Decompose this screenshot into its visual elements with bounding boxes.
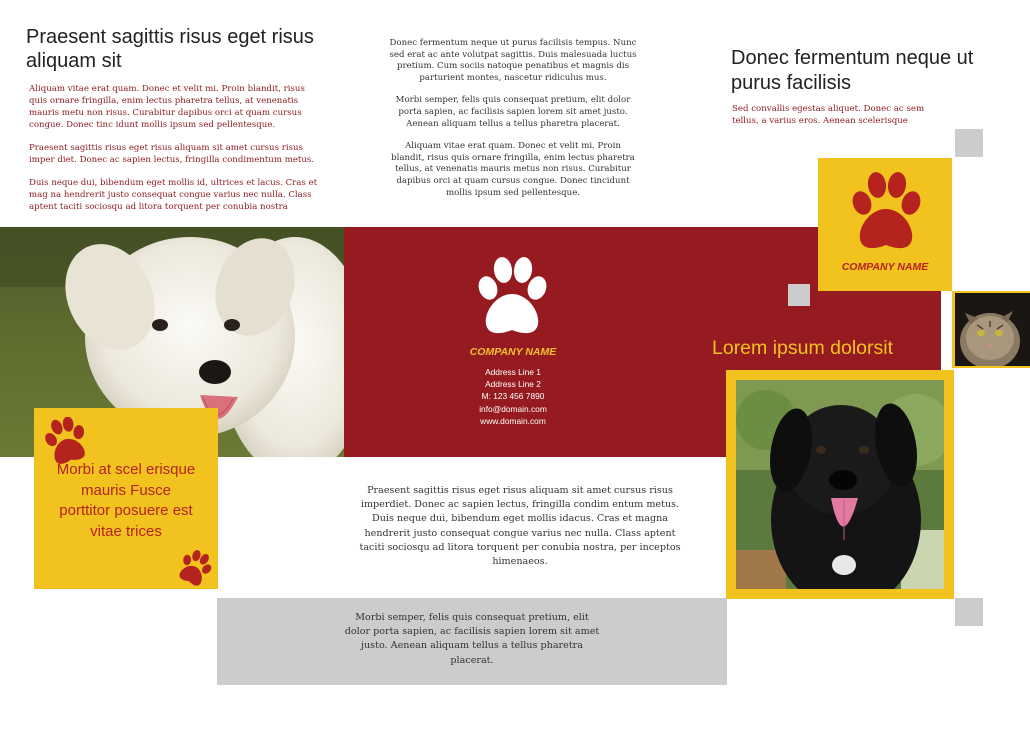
paw-icon [850,171,922,253]
middle-paragraph-2: Morbi semper, felis quis consequat pretium, elit dolor porta sapien, ac facilisis sapien lorem sit amet justo. Aenean aliquam tellus a tellus pharetra placerat. [395,95,631,129]
middle-bottom-paragraph: Praesent sagittis risus eget risus aliquam sit amet cursus risus imperdiet. Donec ac sapien lectus, fringilla condim entum metus. Duis neque dui, bibendum eget mollis idacus. Cras et magna hendrerit justo consequat congue varius nec nulla. Class aptent taciti sociosqu ad litora torquent per conubia nostra, per inceptos himenaeos. [359,485,681,568]
callout-text: Morbi at scel erisque mauris Fusce porttitor posuere est vitae trices [56,461,196,540]
right-panel-subtext: Sed convallis egestas aliquet. Donec ac sem tellus, a varius eros. Aenean scelerisque [732,104,925,126]
left-panel-body [29,83,324,213]
middle-paragraph-1: Donec fermentum neque ut purus facilisis tempus. Nunc sed erat ac ante volutpat sagittis. Duis malesuada luctus pretium. Cum sociis natoque penatibus et magnis dis parturient montes, nascetur ridiculus mus. [389,38,637,83]
gray-box-text: Morbi semper, felis quis consequat pretium, elit dolor porta sapien, ac facilisis sapien lorem sit amet justo. Aenean aliquam tellus a tellus pharetra placerat. [344,612,600,666]
contact-block [444,366,582,427]
left-paragraph-1: Aliquam vitae erat quam. Donec et velit mi. Proin blandit, risus quis ornare fringilla, enim lectus pharetra tellus, at venenatis mauris metu non risus. Curabitur dapibus orci at quam cursus congue. Donec tinc idunt mollis ipsum sed pellentesque. [29,84,305,130]
company-name: COMPANY NAME [841,261,929,273]
right-panel-title: Donec fermentum neque ut purus facilisis [731,47,974,94]
left-panel-title: Praesent sagittis risus eget risus aliquam sit [26,26,314,72]
paw-icon [44,417,88,465]
decor-square [788,284,810,306]
phone: M: 123 456 7890 [481,391,545,402]
company-name: COMPANY NAME [469,346,557,358]
middle-panel-body [388,38,638,199]
address-line-1: Address Line 1 [485,367,541,377]
email: info@domain.com [479,403,547,414]
cat-photo [952,291,1030,368]
decor-square [955,598,983,626]
right-headline: Lorem ipsum dolorsit [712,337,893,359]
address-line-2: Address Line 2 [485,379,541,390]
website: www.domain.com [480,415,546,426]
middle-paragraph-3: Aliquam vitae erat quam. Donec et velit mi. Proin blandit, risus quis ornare fringilla, enim lectus pharetra tellus, at venenatis mauris metus non risus. Curabitur dapibus orci at quam cursus congue. Donec tincidunt mollis ipsum sed pellentesque. [391,141,635,198]
paw-icon [476,256,548,338]
paw-icon [177,550,213,586]
decor-square [955,129,983,157]
black-dog-photo [726,370,954,599]
left-paragraph-3: Duis neque dui, bibendum eget mollis id, ultrices et lacus. Cras et mag na hendrerit justo consequat congue varius nec nulla. Class aptent taciti sociosqu ad litora torquent per conubia nostra [29,178,318,212]
left-paragraph-2: Praesent sagittis risus eget risus aliquam sit amet cursus risus imper diet. Donec ac sapien lectus, fringilla condimentum metus. [29,143,315,165]
